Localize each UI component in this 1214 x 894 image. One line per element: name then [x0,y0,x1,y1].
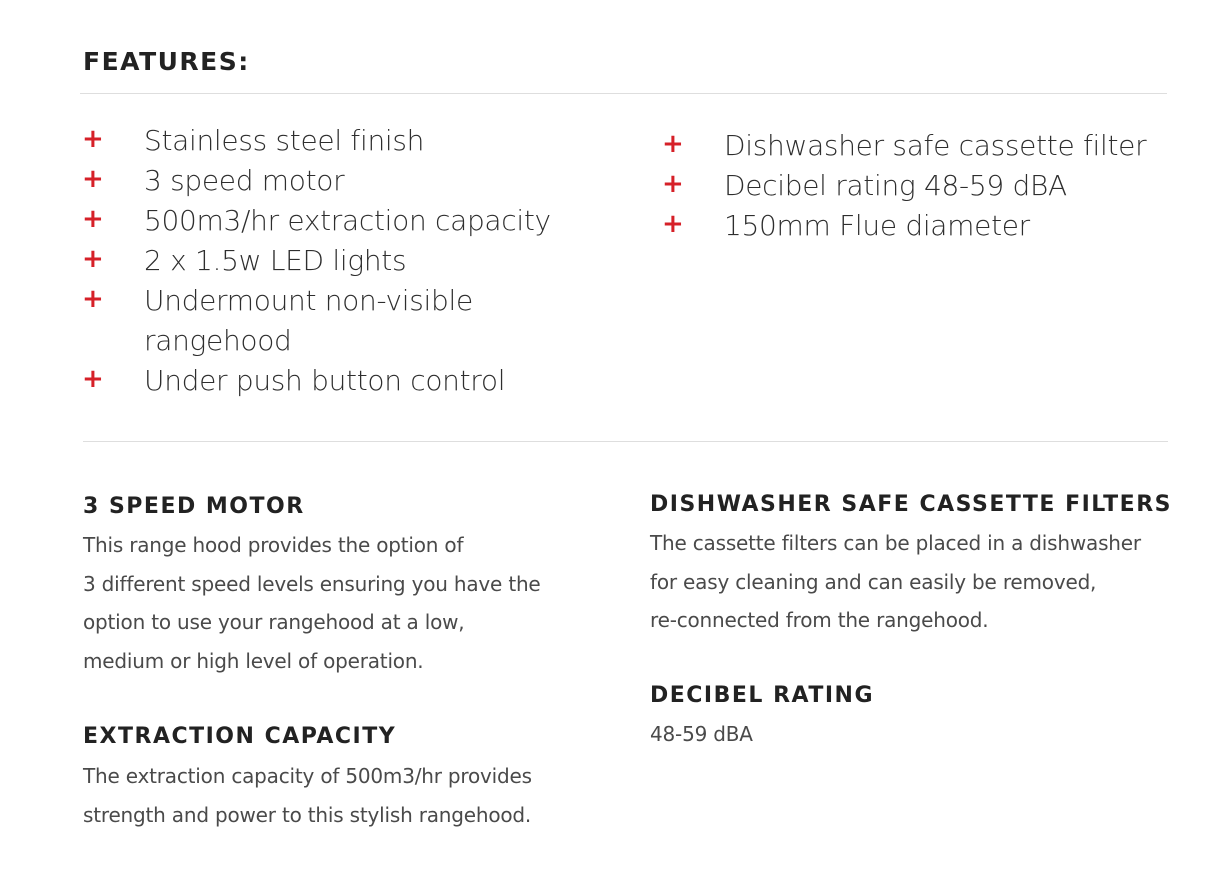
body-line: re-connected from the rangehood. [650,608,989,632]
bullet-plus-icon: + [82,164,104,194]
bullet-plus-icon: + [662,129,684,159]
body-line: The extraction capacity of 500m3/hr provides [83,764,532,788]
section-body-extraction [83,757,532,834]
body-line: strength and power to this stylish rangehood. [83,802,532,827]
feature-item: Under push button control [144,364,506,397]
bullet-plus-icon: + [82,244,104,274]
section-title-speed-motor: 3 SPEED MOTOR [83,494,305,519]
feature-item-line: rangehood [144,324,292,357]
bullet-plus-icon: + [82,364,104,394]
body-line: medium or high level of operation. [83,648,424,673]
bullet-plus-icon: + [662,209,684,239]
body-line: option to use your rangehood at a low, [83,610,465,634]
feature-item: 500m3/hr extraction capacity [144,204,551,237]
bullet-plus-icon: + [82,204,104,234]
section-body-speed-motor [83,526,541,680]
middle-divider [83,441,1168,442]
body-line: 3 different speed levels ensuring you have the [83,571,541,596]
section-title-decibel: DECIBEL RATING [650,683,875,708]
body-line: for easy cleaning and can easily be removed, [650,569,1097,594]
bullet-plus-icon: + [662,169,684,199]
section-title-cassette: DISHWASHER SAFE CASSETTE FILTERS [650,492,1172,517]
features-heading: FEATURES: [83,47,250,76]
bullet-plus-icon: + [82,284,104,314]
body-line: 48-59 dBA [650,722,753,746]
body-line: The cassette filters can be placed in a dishwasher [650,531,1141,555]
feature-item-line: Undermount non-visible [144,284,473,317]
feature-item: 2 x 1.5w LED lights [144,244,407,277]
feature-item: Dishwasher safe cassette filter [724,129,1147,162]
section-body-decibel [650,715,753,754]
section-body-cassette [650,524,1141,640]
feature-item: 3 speed motor [144,164,345,197]
feature-item: Decibel rating 48-59 dBA [724,169,1067,202]
feature-item: Stainless steel finish [144,124,425,157]
bullet-plus-icon: + [82,124,104,154]
body-line: This range hood provides the option of [83,533,464,557]
section-title-extraction: EXTRACTION CAPACITY [83,724,397,749]
top-divider [80,93,1167,94]
feature-item: 150mm Flue diameter [724,209,1030,242]
feature-item [144,281,473,361]
